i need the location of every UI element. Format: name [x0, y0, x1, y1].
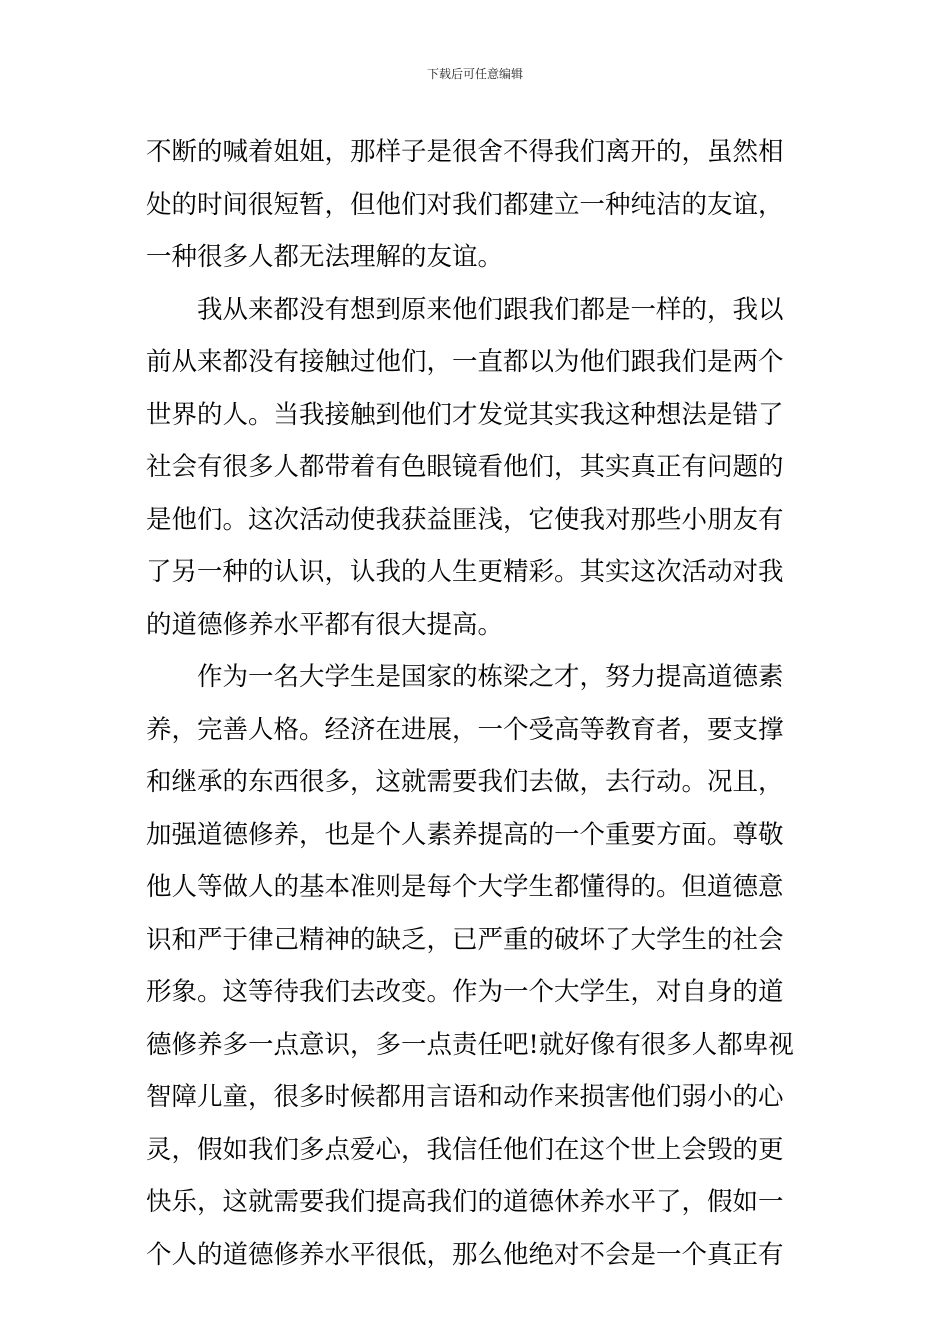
- text-line: 他人等做人的基本准则是每个大学生都懂得的。但道德意: [146, 872, 784, 902]
- text-line: 形象。这等待我们去改变。作为一个大学生，对自身的道: [146, 977, 784, 1007]
- text-line: 不断的喊着姐姐，那样子是很舍不得我们离开的，虽然相: [146, 137, 784, 167]
- text-line: 和继承的东西很多，这就需要我们去做，去行动。况且，: [146, 767, 784, 797]
- document-body: [146, 126, 814, 1281]
- text-line: 处的时间很短暂，但他们对我们都建立一种纯洁的友谊，: [146, 189, 784, 220]
- text-line: 个人的道德修养水平很低，那么他绝对不会是一个真正有: [146, 1239, 784, 1270]
- text-line: 加强道德修养，也是个人素养提高的一个重要方面。尊敬: [146, 819, 784, 850]
- paragraph: [146, 651, 814, 1281]
- text-line: 我从来都没有想到原来他们跟我们都是一样的，我以: [197, 294, 784, 325]
- paragraph: [146, 126, 814, 284]
- text-line: 是他们。这次活动使我获益匪浅，它使我对那些小朋友有: [146, 504, 784, 535]
- text-line: 识和严于律己精神的缺乏，已严重的破坏了大学生的社会: [146, 924, 784, 955]
- text-line: 一种很多人都无法理解的友谊。: [146, 242, 504, 272]
- text-line: 作为一名大学生是国家的栋梁之才，努力提高道德素: [197, 662, 784, 692]
- text-line: 的道德修养水平都有很大提高。: [146, 609, 504, 640]
- text-line: 智障儿童，很多时候都用言语和动作来损害他们弱小的心: [146, 1082, 784, 1112]
- page-header-note: 下载后可任意编辑: [426, 67, 523, 81]
- text-line: 快乐，这就需要我们提高我们的道德休养水平了，假如一: [146, 1187, 784, 1217]
- text-line: 社会有很多人都带着有色眼镜看他们，其实真正有问题的: [146, 452, 784, 482]
- text-line: 德修养多一点意识，多一点责任吧!就好像有很多人都卑视: [146, 1029, 794, 1060]
- text-line: 灵，假如我们多点爱心，我信任他们在这个世上会毁的更: [146, 1134, 784, 1165]
- paragraph: [146, 284, 814, 652]
- text-line: 了另一种的认识，认我的人生更精彩。其实这次活动对我: [146, 557, 784, 587]
- text-line: 养，完善人格。经济在进展，一个受高等教育者，要支撑: [146, 714, 784, 745]
- text-line: 前从来都没有接触过他们，一直都以为他们跟我们是两个: [146, 347, 784, 377]
- text-line: 世界的人。当我接触到他们才发觉其实我这种想法是错了: [146, 399, 784, 430]
